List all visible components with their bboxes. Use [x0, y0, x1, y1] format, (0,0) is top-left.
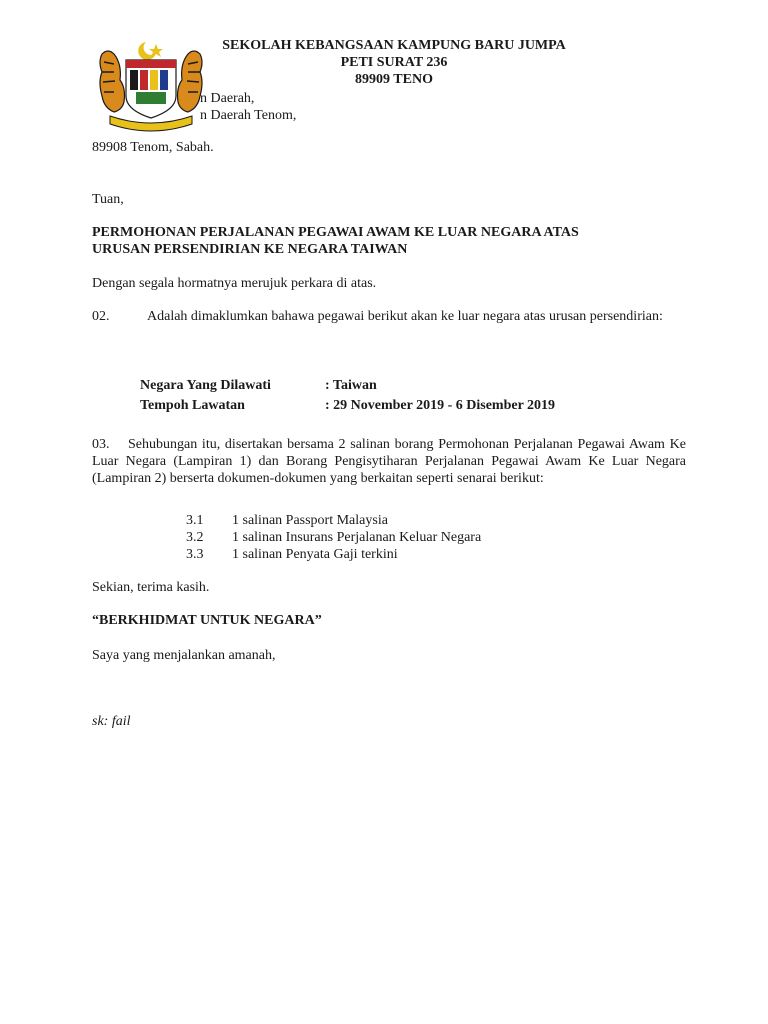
detail-value-duration: : 29 November 2019 - 6 Disember 2019 — [325, 398, 556, 413]
address-line-2: n Daerah Tenom, — [200, 108, 297, 123]
list-item-text: 1 salinan Penyata Gaji terkini — [232, 547, 398, 562]
opening-paragraph: Dengan segala hormatnya merujuk perkara di atas. — [92, 276, 377, 291]
list-item-number: 3.3 — [186, 547, 204, 562]
list-item-text: 1 salinan Insurans Perjalanan Keluar Negara — [232, 530, 482, 545]
motto: “BERKHIDMAT UNTUK NEGARA” — [92, 613, 322, 628]
paragraph-number-02: 02. — [92, 309, 110, 324]
paragraph-number-03: 03. — [92, 437, 110, 452]
postcode: 89909 TENO — [355, 72, 433, 87]
paragraph-03-text: Sehubungan itu, disertakan bersama 2 salinan borang Permohonan Perjalanan Pegawai Awam Ke Luar Negara (Lampiran 1) dan Borang Pengisytiharan Perjalanan Pegawai Awam Ke Luar Negara (Lampiran 2) berserta dokumen-dokumen yang berkaitan seperti senarai berikut: — [92, 437, 686, 486]
detail-label-country: Negara Yang Dilawati — [140, 378, 271, 393]
subject-line-1: PERMOHONAN PERJALANAN PEGAWAI AWAM KE LUAR NEGARA ATAS — [92, 225, 579, 240]
detail-value-country: : Taiwan — [325, 378, 377, 393]
subject-line-2: URUSAN PERSENDIRIAN KE NEGARA TAIWAN — [92, 242, 408, 257]
coat-of-arms-logo — [96, 38, 206, 134]
address-line-1: n Daerah, — [200, 91, 255, 106]
address-line-4: 89908 Tenom, Sabah. — [92, 140, 214, 155]
school-name: SEKOLAH KEBANGSAAN KAMPUNG BARU JUMPA — [222, 38, 566, 53]
closing-text: Sekian, terima kasih. — [92, 580, 210, 595]
list-item-number: 3.2 — [186, 530, 204, 545]
list-item-number: 3.1 — [186, 513, 204, 528]
paragraph-02-text: Adalah dimaklumkan bahawa pegawai berikut akan ke luar negara atas urusan persendirian: — [147, 309, 663, 324]
signoff: Saya yang menjalankan amanah, — [92, 648, 276, 663]
po-box: PETI SURAT 236 — [340, 55, 448, 70]
salutation: Tuan, — [92, 192, 124, 207]
list-item-text: 1 salinan Passport Malaysia — [232, 513, 388, 528]
cc-file: sk: fail — [92, 714, 131, 729]
detail-label-duration: Tempoh Lawatan — [140, 398, 245, 413]
